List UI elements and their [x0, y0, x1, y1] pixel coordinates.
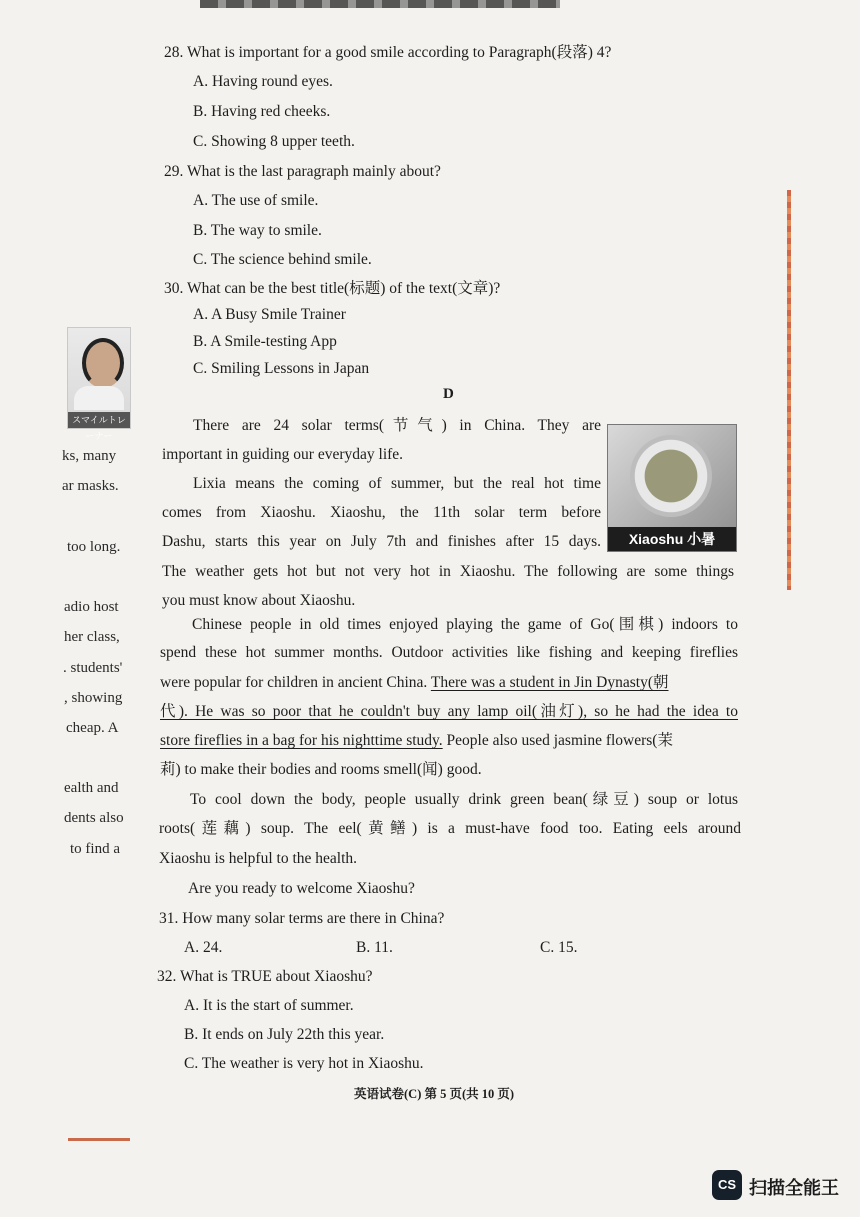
passage-p2-line5: you must know about Xiaoshu.: [162, 592, 356, 609]
passage-p2-line2: comes from Xiaoshu. Xiaoshu, the 11th solar term before: [162, 504, 601, 521]
page-footer: 英语试卷(C) 第 5 页(共 10 页): [354, 1087, 515, 1101]
scan-mark: [68, 1138, 130, 1141]
passage-p1-line2: important in guiding our everyday life.: [162, 446, 404, 463]
passage-p2-line3: Dashu, starts this year on July 7th and finishes after 15 days.: [162, 533, 601, 550]
q30-option-c: C. Smiling Lessons in Japan: [193, 360, 370, 377]
question-32: 32. What is TRUE about Xiaoshu?: [157, 968, 373, 985]
passage-p4-line3: Xiaoshu is helpful to the health.: [159, 850, 358, 867]
left-fragment: dents also: [64, 810, 124, 826]
question-31: 31. How many solar terms are there in China?: [159, 910, 445, 927]
left-fragment: . students': [63, 660, 123, 676]
passage-p3-line5: [160, 730, 673, 752]
question-30: 30. What can be the best title(标题) of the text(文章)?: [164, 280, 501, 297]
trainer-face: [82, 338, 124, 388]
passage-p3-line3-plain: were popular for children in ancient China.: [160, 674, 431, 691]
passage-p3-line1: Chinese people in old times enjoyed playing the game of Go(围棋) indoors to: [192, 616, 738, 633]
top-scan-edge: [200, 0, 560, 8]
passage-p3-line6: 莉) to make their bodies and rooms smell(闻) good.: [160, 761, 482, 778]
trainer-body: [74, 386, 124, 410]
photo-caption: スマイルトレーナー: [68, 412, 130, 428]
question-28: 28. What is important for a good smile according to Paragraph(段落) 4?: [164, 44, 612, 61]
xiaoshu-image-caption: Xiaoshu 小暑: [608, 527, 736, 551]
passage-p2-line4: The weather gets hot but not very hot in Xiaoshu. The following are some things: [162, 563, 734, 580]
q29-option-c: C. The science behind smile.: [193, 251, 372, 268]
section-label: D: [443, 386, 454, 402]
xiaoshu-image: [607, 424, 737, 552]
left-fragment: too long.: [67, 539, 121, 555]
q31-option-c: C. 15.: [540, 939, 578, 956]
q28-option-c: C. Showing 8 upper teeth.: [193, 133, 355, 150]
q32-option-a: A. It is the start of summer.: [184, 997, 354, 1014]
passage-p3-line3-underlined: There was a student in Jin Dynasty(朝: [430, 674, 669, 691]
q29-option-a: A. The use of smile.: [193, 192, 319, 209]
passage-p1-line1: There are 24 solar terms(节气) in China. They are: [193, 417, 601, 434]
left-fragment: ks, many: [62, 448, 117, 464]
bean-bowl-picture: [630, 435, 712, 517]
passage-p3-line4-underlined: 代). He was so poor that he couldn't buy any lamp oil(油灯), so he had the idea to: [160, 703, 738, 720]
trainer-photo: [67, 327, 131, 441]
left-fragment: her class,: [64, 629, 120, 645]
left-fragment: ar masks.: [62, 478, 119, 494]
q32-option-c: C. The weather is very hot in Xiaoshu.: [184, 1055, 424, 1072]
passage-p3-line5-plain: People also used jasmine flowers(茉: [442, 732, 673, 749]
passage-p2-line1: Lixia means the coming of summer, but the real hot time: [193, 475, 601, 492]
passage-p4-line2: roots(莲藕) soup. The eel(黄鳝) is a must-have food too. Eating eels around: [159, 820, 741, 837]
left-fragment: ealth and: [64, 780, 119, 796]
q29-option-b: B. The way to smile.: [193, 222, 322, 239]
left-fragment: cheap. A: [66, 720, 119, 736]
q28-option-b: B. Having red cheeks.: [193, 103, 331, 120]
q30-option-b: B. A Smile-testing App: [193, 333, 337, 350]
left-fragment: adio host: [64, 599, 119, 615]
q30-option-a: A. A Busy Smile Trainer: [193, 306, 346, 323]
left-fragment: to find a: [70, 841, 120, 857]
q28-option-a: A. Having round eyes.: [193, 73, 333, 90]
left-fragment: , showing: [64, 690, 123, 706]
passage-p3-line5-underlined: store fireflies in a bag for his nighttime study.: [160, 732, 443, 749]
q31-option-b: B. 11.: [356, 939, 393, 956]
question-29: 29. What is the last paragraph mainly about?: [164, 163, 441, 180]
scanner-watermark: 扫描全能王: [749, 1178, 839, 1199]
camscanner-logo-icon: CS: [712, 1170, 742, 1200]
right-scan-edge: [787, 190, 791, 590]
passage-p3-line2: spend these hot summer months. Outdoor activities like fishing and keeping fireflies: [160, 644, 738, 661]
q32-option-b: B. It ends on July 22th this year.: [184, 1026, 385, 1043]
passage-p5: Are you ready to welcome Xiaoshu?: [188, 880, 415, 897]
passage-p3-line3: [160, 672, 669, 694]
q31-option-a: A. 24.: [184, 939, 223, 956]
passage-p4-line1: To cool down the body, people usually drink green bean(绿豆) soup or lotus: [190, 791, 738, 808]
